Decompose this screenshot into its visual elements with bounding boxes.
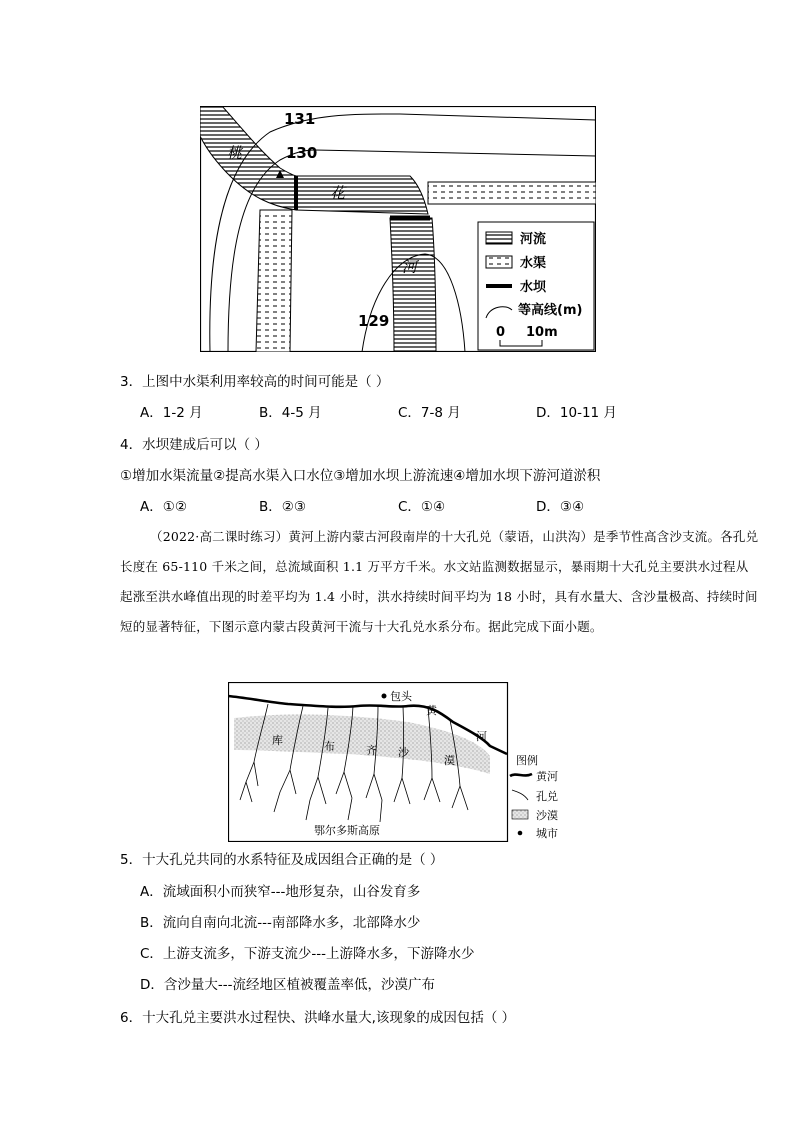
legend2-desert-swatch xyxy=(512,810,528,819)
river-char-hua: 花 xyxy=(330,184,346,202)
river-char-huang: 黄 xyxy=(426,704,437,717)
legend-river-swatch xyxy=(486,232,512,244)
figure-kongdui-map xyxy=(228,682,580,842)
legend-scale-dist: 10m xyxy=(526,325,558,340)
legend2-city-swatch xyxy=(518,831,523,836)
river-char-he: 河 xyxy=(402,258,418,276)
canal-right xyxy=(428,182,596,204)
legend2-kongdui-swatch xyxy=(512,790,528,800)
question-5-option-c[interactable]: C．上游支流多，下游支流少---上游降水多，下游降水少 xyxy=(140,946,475,962)
legend2-kongdui-label: 孔兑 xyxy=(536,790,558,803)
question-3-option-d[interactable]: D．10-11 月 xyxy=(536,405,617,421)
contour-label-131: 131 xyxy=(284,110,316,128)
question-3-option-a[interactable]: A．1-2 月 xyxy=(140,405,203,421)
question-5-option-d[interactable]: D．含沙量大---流经地区植被覆盖率低，沙漠广布 xyxy=(140,977,436,993)
legend-scale-zero: 0 xyxy=(496,325,506,340)
plateau-label: 鄂尔多斯高原 xyxy=(314,824,380,837)
question-4-option-a[interactable]: A．①② xyxy=(140,499,187,515)
desert-char-3: 齐 xyxy=(366,744,377,757)
legend-river-label: 河流 xyxy=(520,232,547,247)
contour-label-130: 130 xyxy=(286,144,318,162)
river-char-he2: 河 xyxy=(476,730,487,743)
river-he-section xyxy=(390,218,436,352)
question-5-option-b[interactable]: B．流向自南向北流---南部降水多，北部降水少 xyxy=(140,915,421,931)
figure-river-canal-map xyxy=(200,106,596,352)
legend-contour-label: 等高线(m) xyxy=(518,303,583,318)
desert-char-5: 漠 xyxy=(444,754,455,767)
river-char-tao: 桃 xyxy=(227,144,243,162)
question-5-stem: 5．十大孔兑共同的水系特征及成因组合正确的是（ ） xyxy=(120,852,444,868)
question-3-option-c[interactable]: C．7-8 月 xyxy=(398,405,461,421)
legend2-river-swatch xyxy=(510,774,532,776)
question-4-option-c[interactable]: C．①④ xyxy=(398,499,446,515)
question-4-option-b[interactable]: B．②③ xyxy=(259,499,306,515)
canal-left xyxy=(256,210,292,352)
river-hua-section xyxy=(296,176,428,214)
desert-char-4: 沙 xyxy=(398,746,409,759)
desert-char-1: 库 xyxy=(272,734,283,747)
legend2-desert-label: 沙漠 xyxy=(536,809,558,822)
question-4-items: ①增加水渠流量②提高水渠入口水位③增加水坝上游流速④增加水坝下游河道淤积 xyxy=(120,468,601,484)
legend2-city-label: 城市 xyxy=(536,827,558,840)
legend-canal-swatch xyxy=(486,256,512,268)
city-baotou-marker xyxy=(382,694,387,699)
legend-dam-label: 水坝 xyxy=(520,280,547,295)
legend2-river-label: 黄河 xyxy=(536,770,558,783)
question-6-stem: 6．十大孔兑主要洪水过程快、洪峰水量大,该现象的成因包括（ ） xyxy=(120,1010,516,1026)
reading-passage: （2022·高二课时练习）黄河上游内蒙古河段南岸的十大孔兑（蒙语，山洪沟）是季节性高含沙支流。各孔兑长度在 65-110 千米之间，总流域面积 1.1 万平方千米。水文站监测数据显示，暴雨期十大孔兑主要洪水过程从起涨至洪水峰值出现的时差平均为 1.4 小时，洪水持续时间平均为 18 小时，具有水量大、含沙量极高、持续时间短的显著特征，下图示意内蒙古段黄河干流与十大孔兑水系分布。据此完成下面小题。 xyxy=(120,529,759,634)
question-5-option-a[interactable]: A．流域面积小而狭窄---地形复杂，山谷发育多 xyxy=(140,884,421,900)
desert-char-2: 布 xyxy=(324,740,335,753)
legend-canal-label: 水渠 xyxy=(520,256,547,271)
question-4-stem: 4．水坝建成后可以（ ） xyxy=(120,437,268,453)
question-3-option-b[interactable]: B．4-5 月 xyxy=(259,405,322,421)
question-3-stem: 3．上图中水渠利用率较高的时间可能是（ ） xyxy=(120,374,390,390)
contour-label-129: 129 xyxy=(358,312,390,330)
question-4-option-d[interactable]: D．③④ xyxy=(536,499,585,515)
legend2-title: 图例 xyxy=(516,754,538,767)
city-baotou-label: 包头 xyxy=(390,690,412,703)
